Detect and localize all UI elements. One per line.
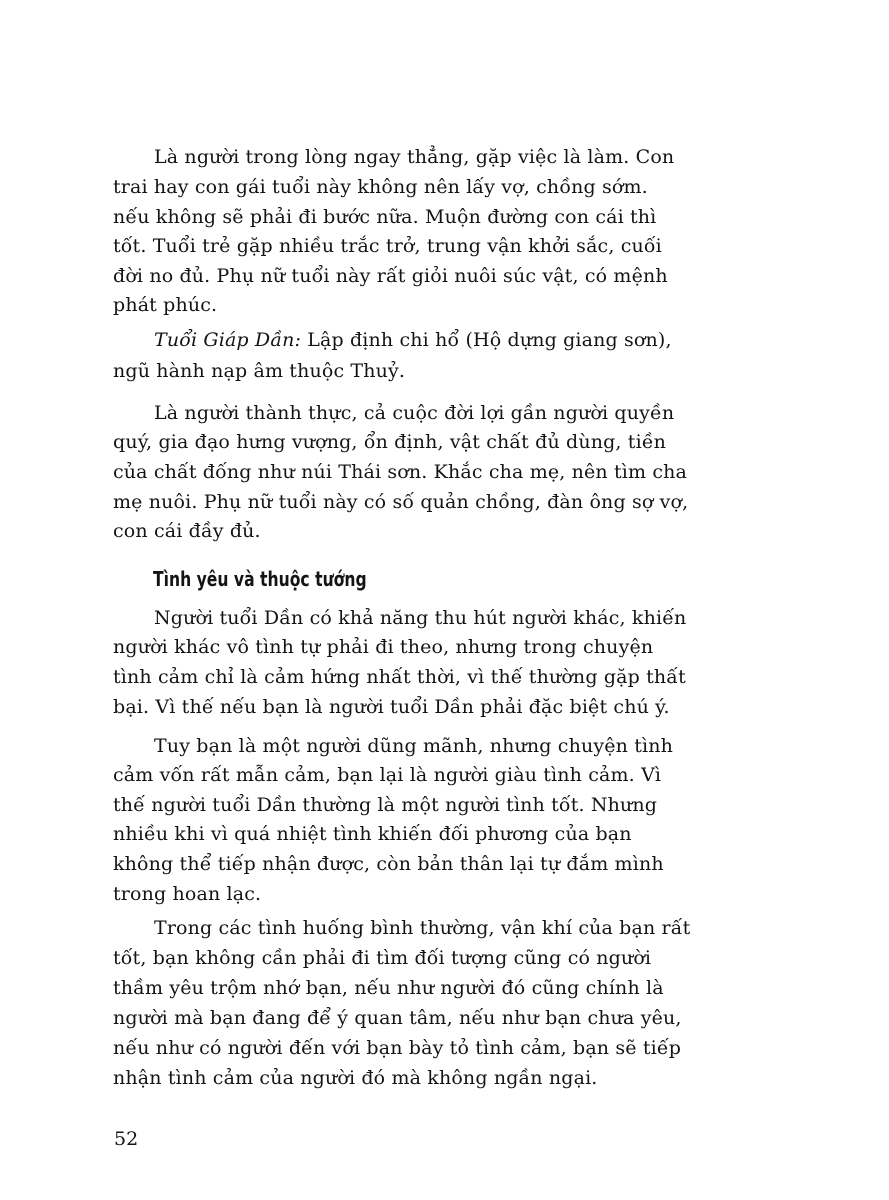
paragraph-line: nhiều khi vì quá nhiệt tình khiến đối phương của bạn [113, 823, 632, 845]
page-number: 52 [114, 1128, 139, 1150]
paragraph-line: của chất đống như núi Thái sơn. Khắc cha mẹ, nên tìm cha [113, 461, 688, 483]
paragraph-line: mẹ nuôi. Phụ nữ tuổi này có số quản chồng, đàn ông sợ vợ, [113, 491, 689, 513]
paragraph-line: tình cảm chỉ là cảm hứng nhất thời, vì thế thường gặp thất [113, 666, 686, 688]
paragraph-line: quý, gia đạo hưng vượng, ổn định, vật chất đủ dùng, tiền [113, 431, 667, 453]
paragraph-line: Tuy bạn là một người dũng mãnh, nhưng chuyện tình [154, 735, 674, 757]
paragraph-line: tốt. Tuổi trẻ gặp nhiều trắc trở, trung vận khởi sắc, cuối [113, 235, 662, 257]
paragraph-line: bại. Vì thế nếu bạn là người tuổi Dần phải đặc biệt chú ý. [113, 696, 670, 718]
paragraph-line: trong hoan lạc. [113, 883, 262, 905]
paragraph-line: người khác vô tình tự phải đi theo, nhưng trong chuyện [113, 636, 654, 658]
age-description: Lập định chi hổ (Hộ dựng giang sơn), [301, 329, 672, 351]
paragraph-line: Là người thành thực, cả cuộc đời lợi gần người quyền [154, 402, 675, 424]
paragraph-line: người mà bạn đang để ý quan tâm, nếu như bạn chưa yêu, [113, 1007, 682, 1029]
paragraph-line: trai hay con gái tuổi này không nên lấy vợ, chồng sớm. [113, 176, 648, 198]
paragraph-line: Người tuổi Dần có khả năng thu hút người khác, khiến [154, 607, 687, 629]
paragraph-line [113, 327, 731, 353]
paragraph-line: thế người tuổi Dần thường là một người tình tốt. Nhưng [113, 794, 658, 816]
paragraph-line: nếu không sẽ phải đi bước nữa. Muộn đường con cái thì [113, 206, 657, 228]
paragraph-line: nhận tình cảm của người đó mà không ngần ngại. [113, 1067, 598, 1089]
paragraph-line: con cái đầy đủ. [113, 520, 261, 542]
paragraph-line: ngũ hành nạp âm thuộc Thuỷ. [113, 360, 406, 382]
age-term: Tuổi Giáp Dần: [154, 329, 302, 351]
paragraph-line: không thể tiếp nhận được, còn bản thân lại tự đắm mình [113, 853, 664, 875]
section-heading: Tình yêu và thuộc tướng [153, 567, 367, 591]
paragraph-line: nếu như có người đến với bạn bày tỏ tình cảm, bạn sẽ tiếp [113, 1037, 682, 1059]
paragraph-line: Trong các tình huống bình thường, vận khí của bạn rất [154, 917, 691, 939]
paragraph-line: Là người trong lòng ngay thẳng, gặp việc là làm. Con [154, 146, 675, 168]
paragraph-line: phát phúc. [113, 294, 218, 316]
paragraph-line: cảm vốn rất mẫn cảm, bạn lại là người giàu tình cảm. Vì [113, 764, 662, 786]
paragraph-line: đời no đủ. Phụ nữ tuổi này rất giỏi nuôi súc vật, có mệnh [113, 265, 668, 287]
paragraph-line: tốt, bạn không cần phải đi tìm đối tượng cũng có người [113, 947, 652, 969]
paragraph-line: thầm yêu trộm nhớ bạn, nếu như người đó cũng chính là [113, 977, 664, 999]
